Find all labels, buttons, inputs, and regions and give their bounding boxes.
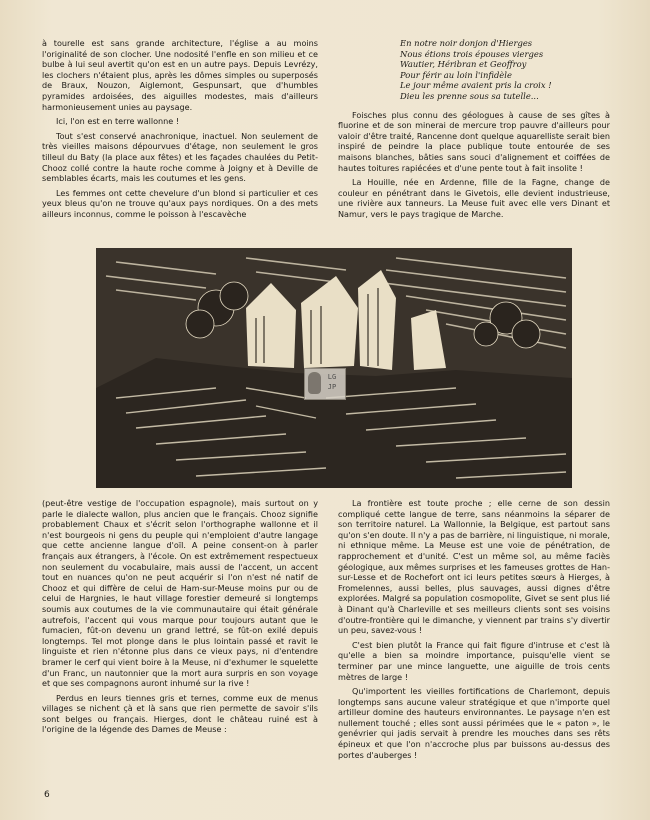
paragraph: Tout s'est conservé anachronique, inactuel. Non seulement de très vieilles maisons dépourvues d'étage, non seulement le gros tilleul du Baty (la place aux fêtes) et les façades chaulées du Petit-Chooz collé contre la haute roche comme à Joigny et à Deville de semblables écarts, mais les coutumes et les gens.	[42, 130, 318, 184]
column-top-right	[338, 38, 610, 224]
column-bottom-left	[42, 498, 318, 739]
paragraph: C'est bien plutôt la France qui fait figure d'intruse et c'est là qu'elle a bien sa moindre importance, puisqu'elle vient se terminer par une mince languette, une aiguille de trois cents mètres de large !	[338, 639, 610, 682]
paragraph: Perdus en leurs tiennes gris et ternes, comme eux de menus villages se nichent çà et là sans que rien permette de savoir s'ils sont belges ou français. Hierges, dont le château ruiné est à l'origine de la légende des Dames de Meuse :	[42, 692, 318, 735]
paragraph: La frontière est toute proche ; elle cerne de son dessin compliqué cette langue de terre, sans néanmoins la séparer de son territoire naturel. La Wallonnie, la Belgique, est partout sans qu'on s'en doute. Il n'y a pas de barrière, ni linguistique, ni morale, ni ethnique même. La Meuse est une voie de pénétration, de rapprochement et d'unité. C'est un même sol, au même faciès géologique, aux mêmes surprises et les fameuses grottes de Han-sur-Lesse et de Rochefort ont ici leurs petites sœurs à Hierges, à Fromelennes, aussi belles, plus sauvages, aussi dignes d'être explorées. Malgré sa population cosmopolite, Givet se sent plus lié à Dinant qu'à Charleville et ses meilleurs clients sont ses voisins d'outre-frontière qui le dimanche, y viennent par trains s'y divertir un peu, savez-vous !	[338, 498, 610, 636]
column-bottom-right	[338, 498, 610, 764]
poem-line: Dieu les prenne sous sa tutelle...	[400, 90, 539, 101]
poem-line: Wautier, Héribran et Geoffroy	[400, 59, 527, 70]
poem-verse	[338, 38, 610, 102]
paragraph: Ici, l'on est en terre wallonne !	[56, 116, 180, 127]
poem-line: Pour férir au loin l'infidèle	[400, 69, 512, 80]
portrait-silhouette-icon	[308, 372, 321, 394]
page-number: 6	[44, 790, 50, 800]
paragraph: (peut-être vestige de l'occupation espagnole), mais surtout on y parle le dialecte wallon, plus ancien que le français. Chooz signifie probablement Chaux et s'écrit selon l'orthographe wallonne et il n'est bourgeois ni gens du peuple qui n'emploient d'autre langage que cette ancienne langue d'oïl. A peine consent-on à parler français aux étrangers, à l'école. On est extrêmement respectueux non seulement du vocabulaire, mais aussi de l'accent, un accent tout en nuances qu'on ne peut acquérir si l'on n'est né natif de Chooz et qui diffère de celui de Ham-sur-Meuse moins pur ou de celui de Hargnies, le haut village forestier demeuré si longtemps soumis aux coutumes de la vie communautaire qui était générale autrefois, l'accent qui vous marque pour toujours autant que le fumacien, fût-on devenu un grand lettré, se fût-on exilé depuis longtemps. Tel mot plonge dans le plus lointain passé et ravit le linguiste et rien n'étonne plus dans ce vieux pays, ni d'entendre bramer le cerf qui vient boire à la Meuse, ni d'exhumer le squelette d'un Franc, un nautonnier que la mort aura surpris en son voyage et que ses compagnons auront inhumé sur la rive !	[42, 498, 318, 689]
paragraph: La Houille, née en Ardenne, fille de la Fagne, change de couleur en pénétrant dans le Givetois, elle devient industrieuse, une rivière aux tanneurs. La Meuse fuit avec elle vers Dinant et Namur, vers le pays tragique de Marche.	[338, 177, 610, 219]
stamp-letters: LG JP	[327, 373, 337, 391]
poem-line: En notre noir donjon d'Hierges	[400, 38, 533, 48]
library-watermark-stamp	[304, 368, 346, 400]
poem-line: Le jour même avaient pris la croix !	[400, 80, 552, 91]
poem-line: Nous étions trois épouses vierges	[400, 48, 544, 59]
paragraph: à tourelle est sans grande architecture, l'église a au moins l'originalité de son clocher. Une nodosité l'enfle en son milieu et ce bulbe à lui seul avertit qu'on est en un autre pays. Depuis Levrézy, les clochers n'étaient plus, après les dômes simples ou superposés de Braux, Nouzon, Aiglemont, Gespunsart, que d'humbles pyramides ardoisées, des aiguilles modestes, mais d'ailleurs harmonieusement unies au paysage.	[42, 38, 318, 112]
column-top-left	[42, 38, 318, 224]
paragraph: Qu'importent les vieilles fortifications de Charlemont, depuis longtemps sans aucune valeur stratégique et que n'importe quel artilleur domine des hauteurs environnantes. Le paysage n'en est nullement touché ; elles sont aussi périmées que le « paton », le genévrier qui jadis servait à prendre les mouches dans ses rêts épineux et que l'on n'accroche plus par buissons au-dessus des portes d'auberges !	[338, 686, 610, 760]
paragraph: Foisches plus connu des géologues à cause de ses gîtes à fluorine et de son minerai de mercure trop pauvre d'ailleurs pour valoir d'être traité, Rancenne dont quelque aquarelliste serait bien inspiré de peindre la place publique toute entourée de ses maisons blanches, bâties sans souci d'alignement et coiffées de hautes toitures rapiécées et d'une pente tout à fait insolite !	[338, 109, 610, 173]
paragraph: Les femmes ont cette chevelure d'un blond si particulier et ces yeux bleus qu'on ne trouve qu'aux pays nordiques. On a des mets ailleurs inconnus, comme le poisson à l'escavèche	[42, 187, 318, 219]
